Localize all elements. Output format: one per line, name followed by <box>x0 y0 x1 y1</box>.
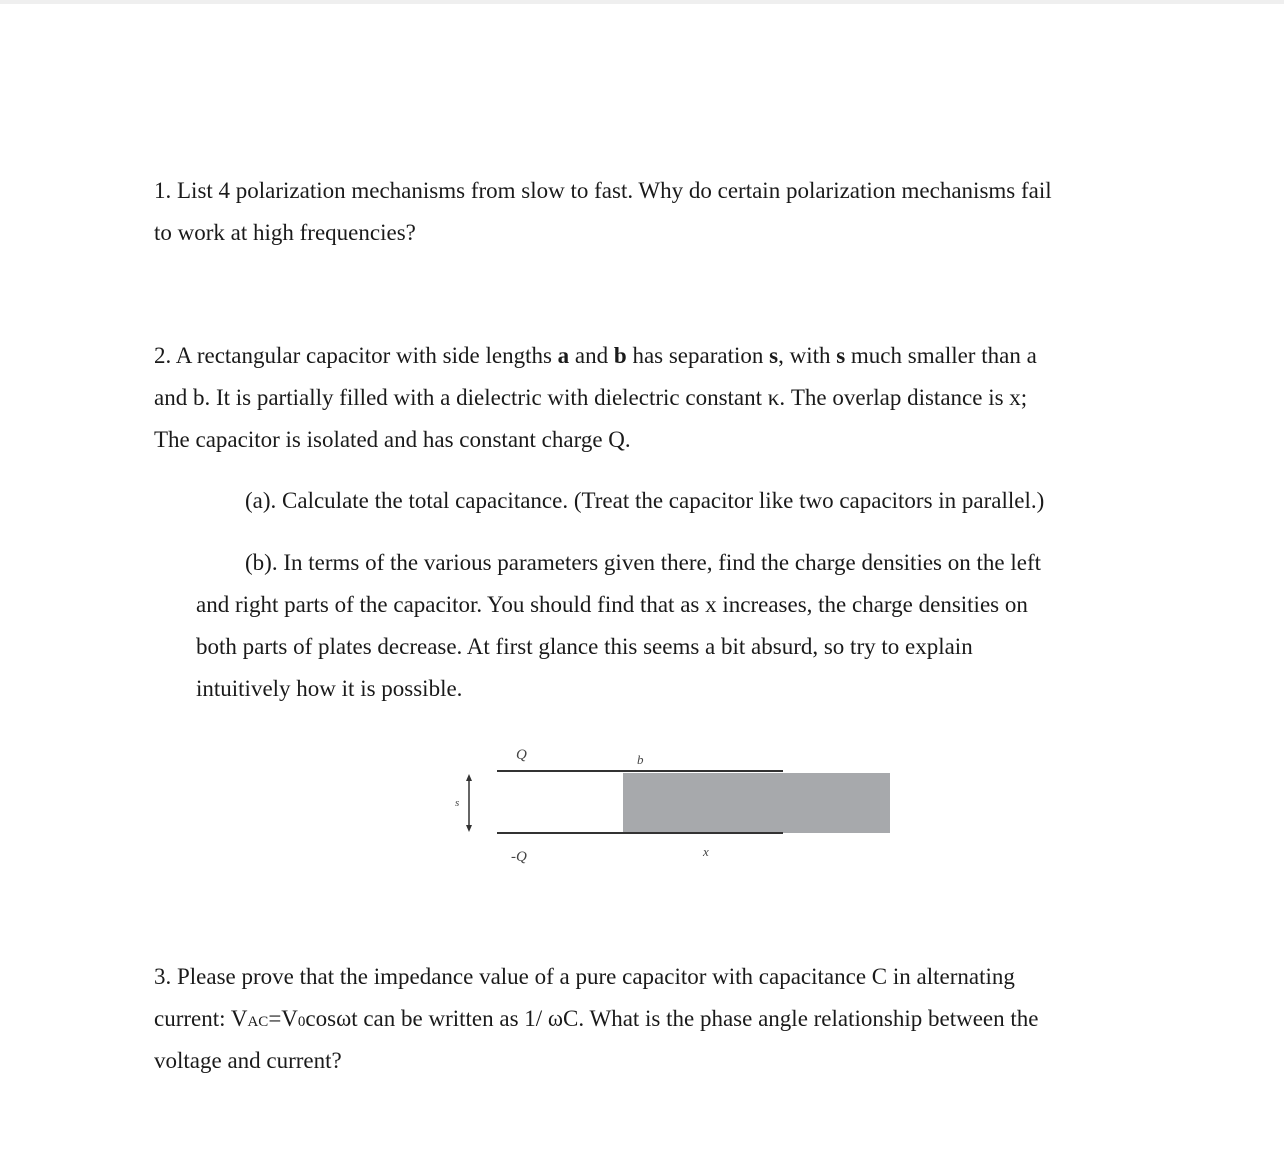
q2-var-a: a <box>557 343 570 368</box>
q3-line-3: voltage and current? <box>154 1048 342 1073</box>
q2-text: much smaller than a <box>845 343 1037 368</box>
label-q-bottom: -Q <box>511 849 527 865</box>
q3-subscript-ac: AC <box>247 1014 269 1030</box>
q3-text: cosωt can be written as 1/ ωC. What is the phase angle relationship between the <box>305 1006 1039 1031</box>
separation-arrow <box>466 774 472 832</box>
q2-line-3: The capacitor is isolated and has constant charge Q. <box>154 427 631 452</box>
q2-text: and <box>569 343 614 368</box>
q2-text: , with <box>778 343 837 368</box>
q1-line-1: 1. List 4 polarization mechanisms from slow to fast. Why do certain polarization mechanisms fail <box>154 178 1052 203</box>
q2-part-b-line-2: and right parts of the capacitor. You should find that as x increases, the charge densities on <box>196 592 1028 617</box>
q2-part-b-line-4: intuitively how it is possible. <box>196 676 463 701</box>
label-s: s <box>455 797 460 809</box>
q3-line-1: 3. Please prove that the impedance value of a pure capacitor with capacitance C in alternating <box>154 964 1015 989</box>
q2-text: 2. A rectangular capacitor with side lengths <box>154 343 558 368</box>
label-q-top: Q <box>516 747 527 763</box>
q3-line-2 <box>154 1005 1038 1036</box>
q1-line-2: to work at high frequencies? <box>154 220 416 245</box>
q3-subscript-0: 0 <box>297 1014 306 1030</box>
q2-var-s: s <box>836 343 846 368</box>
q2-part-b-line-3: both parts of plates decrease. At first glance this seems a bit absurd, so try to explain <box>196 634 973 659</box>
dielectric-slab <box>623 773 890 833</box>
label-b: b <box>637 752 644 767</box>
q2-var-b: b <box>613 343 627 368</box>
q2-part-b-line-1: (b). In terms of the various parameters given there, find the charge densities on the left <box>245 550 1041 575</box>
label-x: x <box>703 844 709 859</box>
q2-part-a: (a). Calculate the total capacitance. (Treat the capacitor like two capacitors in parallel.) <box>245 488 1045 513</box>
q2-text: has separation <box>626 343 770 368</box>
q2-var-s: s <box>769 343 779 368</box>
q2-line-2: and b. It is partially filled with a dielectric with dielectric constant κ. The overlap distance is x; <box>154 385 1028 410</box>
q3-text: =V <box>268 1006 298 1031</box>
q3-text: current: V <box>154 1006 248 1031</box>
